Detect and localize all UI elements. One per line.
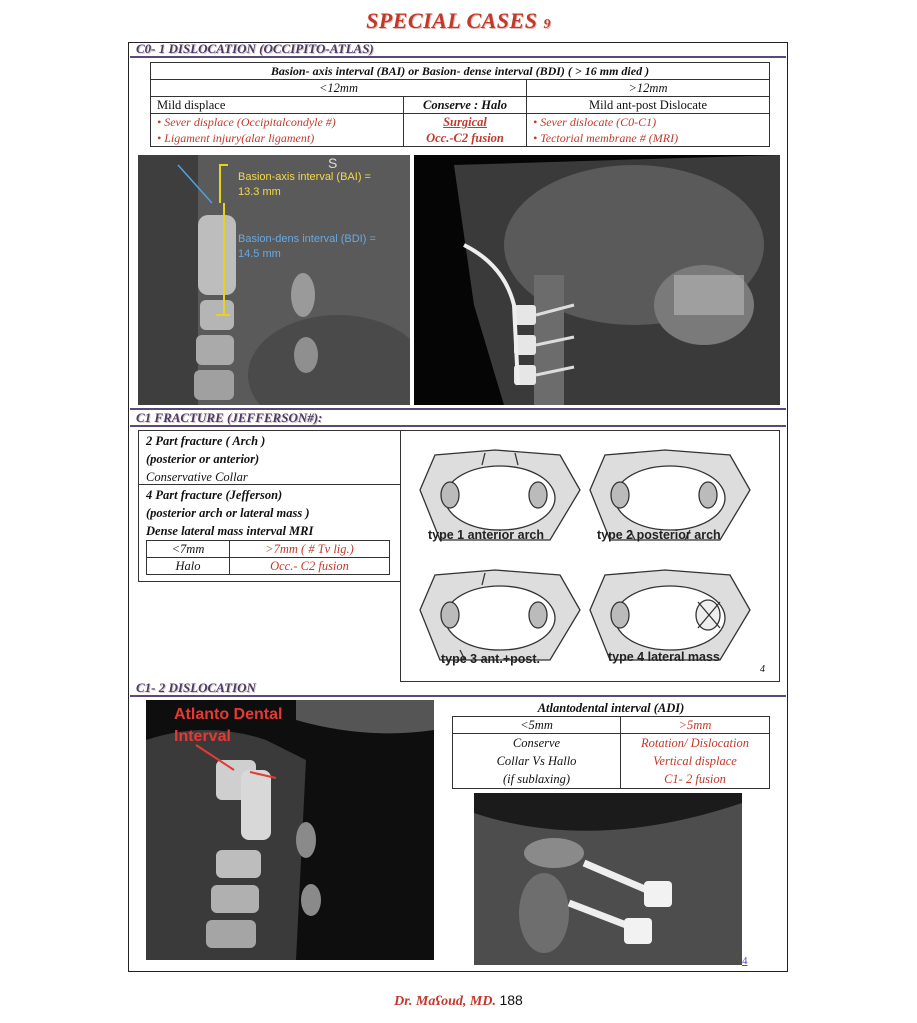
- bai-cell: Occ.-C2 fusion: [426, 131, 504, 145]
- bai-col-gt: >12mm: [527, 80, 770, 97]
- page-number: 188: [499, 992, 523, 1008]
- xray-fixation-image: [474, 793, 742, 965]
- jefferson-line: 4 Part fracture (Jefferson): [146, 488, 283, 502]
- adi-cell: Rotation/ Dislocation: [641, 736, 749, 750]
- xray-fixation-drawing: [474, 793, 742, 965]
- bai-cell: • Sever displace (Occipitalcondyle #): [157, 115, 336, 129]
- adi-col-gt: >5mm: [621, 717, 770, 734]
- section2-heading: C1 FRACTURE (JEFFERSON#):: [136, 410, 323, 425]
- section1-heading: C0- 1 DISLOCATION (OCCIPITO-ATLAS): [136, 41, 374, 56]
- section3-heading: C1- 2 DISLOCATION: [136, 680, 256, 695]
- bai-cell: • Ligament injury(alar ligament): [157, 131, 315, 145]
- section2-page-mark: 4: [760, 664, 765, 675]
- jefferson-type-label: type 2 posterior arch: [597, 528, 721, 542]
- section3-page-mark: 4: [742, 955, 748, 967]
- jefferson-line: 2 Part fracture ( Arch ): [146, 434, 266, 448]
- bai-cell: • Tectorial membrane # (MRI): [533, 131, 679, 145]
- page-title-text: SPECIAL CASES: [366, 8, 538, 33]
- jefferson-subtable: [146, 540, 390, 575]
- xray-lateral-image: [414, 155, 780, 405]
- section3-rule: [130, 695, 786, 697]
- adi-table-title: Atlantodental interval (ADI): [537, 701, 685, 715]
- jefferson-figure: [400, 430, 778, 680]
- ct-bdi-value: 14.5 mm: [238, 248, 281, 260]
- page-footer: [0, 992, 917, 1010]
- bai-cell: Surgical: [443, 115, 487, 129]
- jefferson-type-label: type 3 ant.+post.: [441, 652, 540, 666]
- jefferson-line: (posterior or anterior): [146, 452, 260, 466]
- page-title: [0, 8, 917, 34]
- bai-col-lt: <12mm: [151, 80, 527, 97]
- bai-cell: Conserve : Halo: [404, 97, 527, 114]
- bai-cell: Mild displace: [151, 97, 404, 114]
- jeff-col-lt: <7mm: [147, 541, 230, 558]
- jeff-cell-a: Halo: [147, 558, 230, 575]
- jefferson-type-label: type 1 anterior arch: [428, 528, 545, 542]
- xray-lateral-drawing: [414, 155, 780, 405]
- jeff-cell-b: Occ.- C2 fusion: [230, 558, 390, 575]
- adi-table: [452, 700, 770, 789]
- jefferson-type-label: type 4 lateral mass: [608, 650, 720, 664]
- ct-bai-value: 13.3 mm: [238, 186, 281, 198]
- page-title-mark: 9: [543, 17, 551, 32]
- bai-cell: Mild ant-post Dislocate: [527, 97, 770, 114]
- adi-col-lt: <5mm: [453, 717, 621, 734]
- jefferson-divider: [138, 484, 400, 485]
- jeff-col-gt: >7mm ( # Tv lig.): [230, 541, 390, 558]
- ct-adi-image: [146, 700, 434, 960]
- adi-cell: Collar Vs Hallo: [496, 754, 577, 768]
- jefferson-line: Conservative Collar: [146, 470, 248, 484]
- jefferson-text: [146, 432, 313, 540]
- bai-table-title: Basion- axis interval (BAI) or Basion- dense interval (BDI) ( > 16 mm died ): [151, 63, 770, 80]
- ct-label-s: S: [328, 155, 338, 171]
- bai-cell: • Sever dislocate (C0-C1): [533, 115, 657, 129]
- adi-cell: Conserve: [512, 736, 561, 750]
- ct-bai-label: Basion-axis interval (BAI) =: [238, 171, 371, 183]
- ct-bdi-label: Basion-dens interval (BDI) =: [238, 233, 376, 245]
- adi-cell: C1- 2 fusion: [664, 772, 726, 786]
- adi-cell: (if sublaxing): [502, 772, 570, 786]
- jefferson-line: Dense lateral mass interval MRI: [146, 524, 314, 538]
- footer-author: Dr. Maʕoud, MD.: [394, 994, 496, 1009]
- bai-table: [150, 62, 770, 147]
- section2-rule: [130, 425, 786, 427]
- adi-cell: Vertical displace: [653, 754, 737, 768]
- ct-sagittal-image: [138, 155, 410, 405]
- jefferson-line: (posterior arch or lateral mass ): [146, 506, 310, 520]
- section1-rule: [130, 56, 786, 58]
- ct-adi-label: Atlanto Dental Interval: [174, 706, 283, 745]
